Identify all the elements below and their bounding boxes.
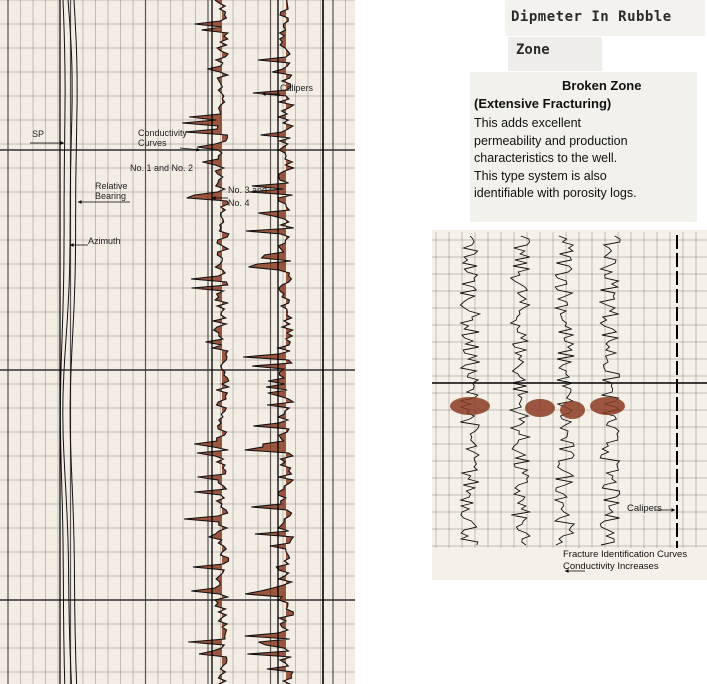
relative-label: Relative: [95, 181, 128, 191]
inset-fracture-fill: [590, 397, 625, 415]
calipers-label: Calipers: [280, 83, 314, 93]
description-line: characteristics to the well.: [474, 151, 618, 165]
inset-caption-line1: Fracture Identification Curves: [563, 549, 688, 560]
description-line: This type system is also: [474, 168, 607, 183]
inset-fracture-fill: [560, 401, 585, 419]
conductivity-curve-3-4-fill: [243, 0, 294, 684]
no1-no2-label: No. 1 and No. 2: [130, 163, 194, 173]
no4-label: No. 4: [228, 198, 250, 208]
conductivity-label: Conductivity: [138, 128, 188, 138]
description-heading: Broken Zone: [562, 78, 642, 93]
azimuth-curve: [60, 0, 65, 684]
inset-curve: [600, 236, 620, 545]
no3-and-label: No. 3 and: [228, 185, 268, 195]
inset-calipers-arrow-head: [671, 508, 675, 512]
inset-fracture-fill: [525, 399, 555, 417]
conductivity-arrow-head: [196, 148, 200, 152]
description-body: [474, 115, 694, 203]
sp-arrow-head: [60, 141, 64, 145]
description-subheading: (Extensive Fracturing): [474, 96, 612, 111]
description-line: permeability and production: [474, 133, 628, 148]
inset-caption-line2: Conductivity Increases: [563, 561, 659, 572]
title-line1: Dipmeter In Rubble: [511, 9, 672, 25]
azimuth-label: Azimuth: [88, 236, 121, 246]
inset-calipers-label: Calipers: [627, 503, 662, 514]
bearing-label: Bearing: [95, 191, 127, 201]
inset-curves: [450, 236, 625, 545]
relative-bearing-curve: [70, 0, 77, 684]
sp-label: SP: [32, 129, 45, 139]
inset-fracture-fill: [450, 397, 490, 415]
description-line: identifiable with porosity logs.: [474, 186, 637, 200]
inset-curve: [460, 236, 480, 545]
title-line2: Zone: [516, 42, 550, 58]
inset-curve: [555, 236, 574, 545]
description-line: This adds excellent: [474, 116, 582, 130]
curves-label: Curves: [138, 138, 167, 148]
inset-grid: [432, 232, 707, 548]
relative-bearing-arrow-head: [78, 200, 82, 204]
